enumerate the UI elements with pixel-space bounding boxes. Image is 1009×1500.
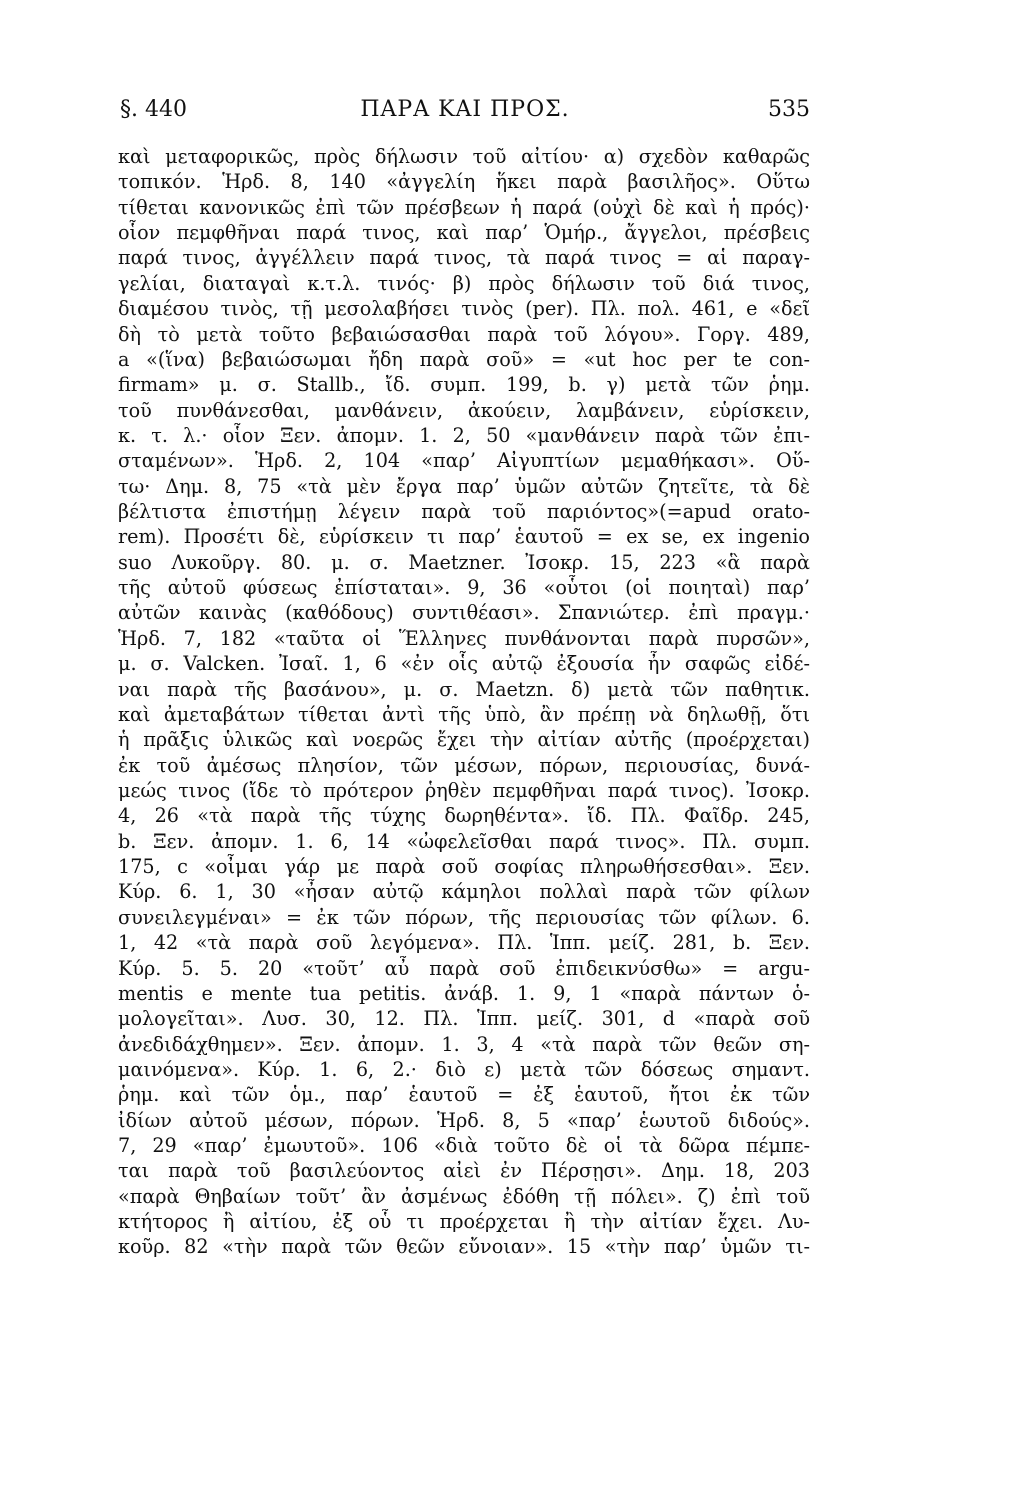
text-line: συνειλεγμέναι» = ἐκ τῶν πόρων, τῆς περιουσίας τῶν φίλων. 6.	[118, 905, 810, 929]
text-line: b. Ξεν. ἀπομν. 1. 6, 14 «ὠφελεῖσθαι παρά τινος». Πλ. συμπ.	[118, 829, 810, 853]
text-line: suo Λυκοῦργ. 80. μ. σ. Maetzner. Ἰσοκρ. 15, 223 «ἃ παρὰ	[118, 550, 810, 574]
text-line: δὴ τὸ μετὰ τοῦτο βεβαιώσασθαι παρὰ τοῦ λόγου». Γοργ. 489,	[118, 322, 810, 346]
text-line: μολογεῖται». Λυσ. 30, 12. Πλ. Ἱππ. μείζ. 301, d «παρὰ σοῦ	[118, 1007, 810, 1031]
text-line: γελίαι, διαταγαὶ κ.τ.λ. τινός· β) πρὸς δήλωσιν τοῦ διά τινος,	[118, 271, 810, 295]
text-line: βέλτιστα ἐπιστήμῃ λέγειν παρὰ τοῦ παριόντος»(=apud orato-	[118, 500, 810, 524]
text-line: τοῦ πυνθάνεσθαι, μανθάνειν, ἀκούειν, λαμβάνειν, εὑρίσκειν,	[118, 398, 810, 422]
text-line: κοῦρ. 82 «τὴν παρὰ τῶν θεῶν εὔνοιαν». 15 «τὴν παρ’ ὑμῶν τι-	[118, 1235, 810, 1259]
running-header	[120, 96, 810, 132]
text-line: «παρὰ Θηβαίων τοῦτ’ ἂν ἀσμένως ἐδόθη τῇ πόλει». ζ) ἐπὶ τοῦ	[118, 1184, 810, 1208]
text-line: Κύρ. 6. 1, 30 «ἦσαν αὐτῷ κάμηλοι πολλαὶ παρὰ τῶν φίλων	[118, 880, 810, 904]
text-line: τῆς αὐτοῦ φύσεως ἐπίσταται». 9, 36 «οὗτοι (οἱ ποιηταὶ) παρ’	[118, 576, 810, 600]
text-line: σταμένων». Ἡρδ. 2, 104 «παρ’ Αἰγυπτίων μεμαθήκασι». Οὕ-	[118, 449, 810, 473]
text-line: ἐκ τοῦ ἀμέσως πλησίον, τῶν μέσων, πόρων, περιουσίας, δυνά-	[118, 753, 810, 777]
text-line: ναι παρὰ τῆς βασάνου», μ. σ. Maetzn. δ) μετὰ τῶν παθητικ.	[118, 677, 810, 701]
text-line: ἰδίων αὐτοῦ μέσων, πόρων. Ἡρδ. 8, 5 «παρ’ ἑωυτοῦ διδούς».	[118, 1108, 810, 1132]
text-line: ἀνεδιδάχθημεν». Ξεν. ἀπομν. 1. 3, 4 «τὰ παρὰ τῶν θεῶν ση-	[118, 1032, 810, 1056]
text-line: καὶ ἀμεταβάτων τίθεται ἀντὶ τῆς ὑπὸ, ἂν πρέπῃ νὰ δηλωθῇ, ὅτι	[118, 702, 810, 726]
text-line: Ἡρδ. 7, 182 «ταῦτα οἱ Ἕλληνες πυνθάνονται παρὰ πυρσῶν»,	[118, 626, 810, 650]
text-line: καὶ μεταφορικῶς, πρὸς δήλωσιν τοῦ αἰτίου· α) σχεδὸν καθαρῶς	[118, 145, 810, 168]
text-line: rem). Προσέτι δὲ, εὑρίσκειν τι παρ’ ἑαυτοῦ = ex se, ex ingenio	[118, 525, 810, 549]
text-line: τίθεται κανονικῶς ἐπὶ τῶν πρέσβεων ἡ παρά (οὐχὶ δὲ καὶ ἡ πρός)·	[118, 195, 810, 219]
text-line: mentis e mente tua petitis. ἀνάβ. 1. 9, 1 «παρὰ πάντων ὁ-	[118, 981, 810, 1005]
text-line: παρά τινος, ἀγγέλλειν παρά τινος, τὰ παρά τινος = αἱ παραγ-	[118, 246, 810, 270]
section-number: §. 440	[120, 97, 187, 122]
text-line: 4, 26 «τὰ παρὰ τῆς τύχης δωρηθέντα». ἴδ. Πλ. Φαῖδρ. 245,	[118, 804, 810, 828]
text-line: 1, 42 «τὰ παρὰ σοῦ λεγόμενα». Πλ. Ἱππ. μείζ. 281, b. Ξεν.	[118, 931, 810, 955]
page-number: 535	[768, 97, 810, 122]
text-line: αὐτῶν καινὰς (καθόδους) συντιθέασι». Σπανιώτερ. ἐπὶ πραγμ.·	[118, 601, 810, 625]
text-line: τω· Δημ. 8, 75 «τὰ μὲν ἔργα παρ’ ὑμῶν αὐτῶν ζητεῖτε, τὰ δὲ	[118, 474, 810, 498]
text-line: 175, c «οἶμαι γάρ με παρὰ σοῦ σοφίας πληρωθήσεσθαι». Ξεν.	[118, 855, 810, 879]
text-line: ται παρὰ τοῦ βασιλεύοντος αἰεὶ ἐν Πέρσῃσι». Δημ. 18, 203	[118, 1159, 810, 1183]
text-line: μ. σ. Valcken. Ἰσαῖ. 1, 6 «ἐν οἷς αὐτῷ ἐξουσία ἦν σαφῶς εἰδέ-	[118, 652, 810, 676]
text-line: ἡ πρᾶξις ὑλικῶς καὶ νοερῶς ἔχει τὴν αἰτίαν αὐτῆς (προέρχεται)	[118, 728, 810, 752]
text-line: διαμέσου τινὸς, τῇ μεσολαβήσει τινὸς (per). Πλ. πολ. 461, e «δεῖ	[118, 297, 810, 321]
text-line: 7, 29 «παρ’ ἐμωυτοῦ». 106 «διὰ τοῦτο δὲ οἱ τὰ δῶρα πέμπε-	[118, 1134, 810, 1158]
text-line: κτήτορος ἢ αἰτίου, ἐξ οὗ τι προέρχεται ἢ τὴν αἰτίαν ἔχει. Λυ-	[118, 1210, 810, 1234]
text-line: κ. τ. λ.· οἷον Ξεν. ἀπομν. 1. 2, 50 «μανθάνειν παρὰ τῶν ἐπι-	[118, 423, 810, 447]
text-line: οἷον πεμφθῆναι παρά τινος, καὶ παρ’ Ὁμήρ., ἄγγελοι, πρέσβεις	[118, 221, 810, 245]
text-line: ῥημ. καὶ τῶν ὁμ., παρ’ ἑαυτοῦ = ἐξ ἑαυτοῦ, ἤτοι ἐκ τῶν	[118, 1083, 810, 1107]
text-line: μαινόμενα». Κύρ. 1. 6, 2.· διὸ ε) μετὰ τῶν δόσεως σημαντ.	[118, 1057, 810, 1081]
text-line: firmam» μ. σ. Stallb., ἴδ. συμπ. 199, b. γ) μετὰ τῶν ῥημ.	[118, 373, 810, 397]
page-title: ΠΑΡΑ ΚΑΙ ΠΡΟΣ.	[360, 97, 570, 122]
body-text	[118, 144, 810, 1260]
text-line: a «(ἵνα) βεβαιώσωμαι ἤδη παρὰ σοῦ» = «ut hoc per te con-	[118, 347, 810, 371]
text-line: τοπικόν. Ἡρδ. 8, 140 «ἀγγελίη ἥκει παρὰ βασιλῆος». Οὕτω	[118, 170, 810, 194]
text-line: μεώς τινος (ἴδε τὸ πρότερον ῥηθὲν πεμφθῆναι παρά τινος). Ἰσοκρ.	[118, 778, 810, 802]
text-line: Κύρ. 5. 5. 20 «τοῦτ’ αὖ παρὰ σοῦ ἐπιδεικνύσθω» = argu-	[118, 956, 810, 980]
